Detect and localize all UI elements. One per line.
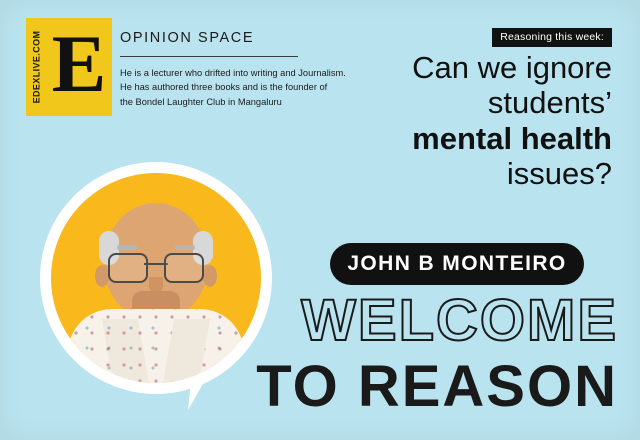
edexlive-logo[interactable]: [26, 18, 112, 116]
glasses-lens-left: [108, 253, 148, 283]
reasoning-kicker-badge: Reasoning this week:: [492, 28, 612, 47]
author-bio-line-3: the Bondel Laughter Club in Mangaluru: [120, 96, 282, 107]
headline-line-2: students’: [487, 85, 612, 121]
author-nameplate: [330, 243, 584, 285]
title-to-reason: TO REASON: [256, 354, 618, 419]
author-portrait: [40, 162, 280, 410]
glasses-icon: [108, 253, 204, 279]
headline-line-3: mental health: [412, 120, 612, 156]
logo-site-url-text: EDEXLIVE.COM: [31, 30, 41, 104]
portrait-ear-right: [203, 265, 217, 287]
headline-line-4: issues?: [506, 155, 612, 191]
divider-rule: [120, 56, 298, 57]
author-bio-line-2: He has authored three books and is the founder of: [120, 82, 328, 93]
portrait-ear-left: [95, 265, 109, 287]
section-title: OPINION SPACE: [120, 30, 255, 46]
logo-letter-e: E: [51, 18, 107, 110]
title-welcome: WELCOME: [301, 288, 618, 353]
headline-question: [292, 50, 612, 191]
portrait-shirt: [68, 309, 244, 383]
shirt-pattern: [68, 309, 244, 383]
logo-site-url: [26, 18, 46, 116]
portrait-photo: [51, 173, 261, 383]
author-name: JOHN B MONTEIRO: [347, 252, 567, 275]
headline-line-1: Can we ignore: [412, 50, 612, 85]
glasses-lens-right: [164, 253, 204, 283]
author-bio-line-1: He is a lecturer who drifted into writing and Journalism.: [120, 68, 346, 78]
portrait-brow-left: [117, 245, 137, 250]
portrait-brow-right: [175, 245, 195, 250]
portrait-frame: [40, 162, 272, 394]
